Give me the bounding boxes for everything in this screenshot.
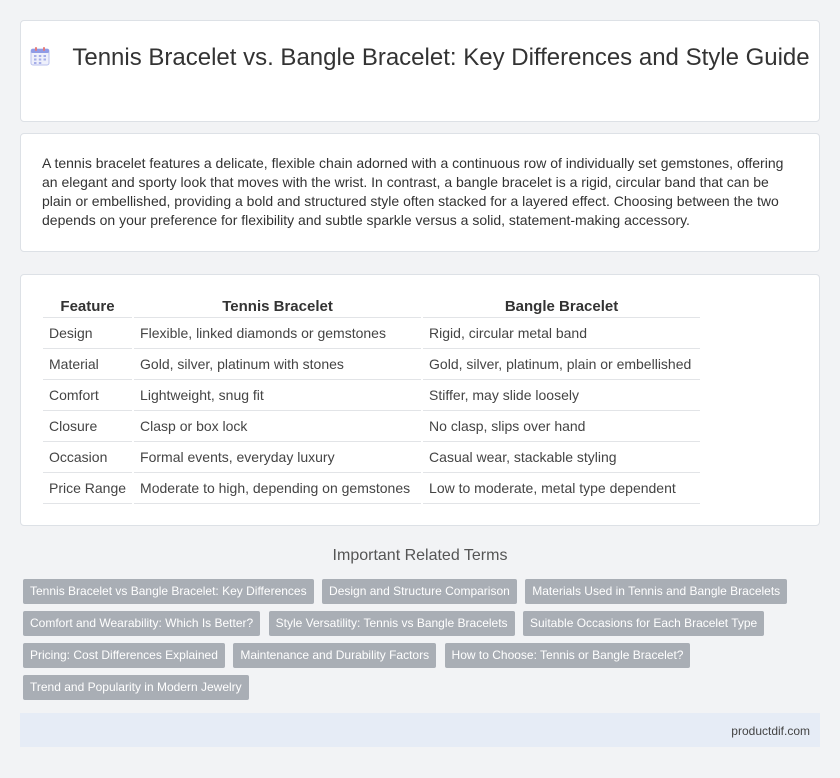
- related-term-tag[interactable]: Pricing: Cost Differences Explained: [23, 643, 225, 668]
- footer-site-name[interactable]: productdif.com: [731, 724, 810, 738]
- related-term-tag[interactable]: Trend and Popularity in Modern Jewelry: [23, 675, 249, 700]
- table-row: [43, 380, 700, 411]
- comparison-table: [41, 295, 702, 504]
- related-term-tag[interactable]: Comfort and Wearability: Which Is Better?: [23, 611, 260, 636]
- comparison-card: [20, 274, 820, 526]
- table-cell-bangle: Gold, silver, platinum, plain or embellished: [423, 349, 700, 380]
- column-header-bangle: Bangle Bracelet: [423, 295, 700, 318]
- footer: [20, 713, 820, 747]
- table-cell-bangle: Low to moderate, metal type dependent: [423, 473, 700, 504]
- related-terms-title: Important Related Terms: [332, 547, 508, 564]
- related-term-tag[interactable]: Maintenance and Durability Factors: [233, 643, 436, 668]
- title-card: [20, 20, 820, 122]
- related-term-tag[interactable]: Suitable Occasions for Each Bracelet Type: [523, 611, 764, 636]
- table-cell-bangle: Rigid, circular metal band: [423, 318, 700, 349]
- page-title-text: Tennis Bracelet vs. Bangle Bracelet: Key Differences and Style Guide: [72, 44, 810, 71]
- table-cell-tennis: Moderate to high, depending on gemstones: [134, 473, 421, 504]
- calendar-icon: [30, 46, 50, 66]
- table-cell-tennis: Clasp or box lock: [134, 411, 421, 442]
- table-row: [43, 473, 700, 504]
- column-header-feature: Feature: [43, 295, 132, 318]
- table-cell-feature: Occasion: [43, 442, 132, 473]
- related-term-tag[interactable]: How to Choose: Tennis or Bangle Bracelet?: [445, 643, 691, 668]
- related-term-tag[interactable]: Design and Structure Comparison: [322, 579, 517, 604]
- table-row: [43, 411, 700, 442]
- table-cell-feature: Material: [43, 349, 132, 380]
- table-row: [43, 349, 700, 380]
- table-row: [43, 318, 700, 349]
- table-cell-bangle: Casual wear, stackable styling: [423, 442, 700, 473]
- table-header-row: [43, 295, 700, 318]
- table-cell-bangle: Stiffer, may slide loosely: [423, 380, 700, 411]
- intro-paragraph: A tennis bracelet features a delicate, flexible chain adorned with a continuous row of individually set gemstones, offering an elegant and sporty look that moves with the wrist. In contrast, a bangle bracelet is a rigid, circular band that can be plain or embellished, providing a bold and structured style often stacked for a layered effect. Choosing between the two depends on your preference for flexibility and subtle sparkle versus a solid, statement-making accessory.: [42, 155, 784, 228]
- table-cell-feature: Comfort: [43, 380, 132, 411]
- table-cell-feature: Price Range: [43, 473, 132, 504]
- table-cell-feature: Closure: [43, 411, 132, 442]
- table-cell-bangle: No clasp, slips over hand: [423, 411, 700, 442]
- table-cell-tennis: Gold, silver, platinum with stones: [134, 349, 421, 380]
- table-cell-tennis: Formal events, everyday luxury: [134, 442, 421, 473]
- column-header-tennis: Tennis Bracelet: [134, 295, 421, 318]
- related-term-tag[interactable]: Tennis Bracelet vs Bangle Bracelet: Key Differences: [23, 579, 314, 604]
- related-term-tag[interactable]: Materials Used in Tennis and Bangle Bracelets: [525, 579, 787, 604]
- intro-card: [20, 133, 820, 252]
- table-cell-tennis: Lightweight, snug fit: [134, 380, 421, 411]
- related-terms-list: [23, 579, 813, 707]
- page-title: [21, 43, 819, 72]
- table-cell-feature: Design: [43, 318, 132, 349]
- related-term-tag[interactable]: Style Versatility: Tennis vs Bangle Bracelets: [269, 611, 515, 636]
- table-cell-tennis: Flexible, linked diamonds or gemstones: [134, 318, 421, 349]
- table-row: [43, 442, 700, 473]
